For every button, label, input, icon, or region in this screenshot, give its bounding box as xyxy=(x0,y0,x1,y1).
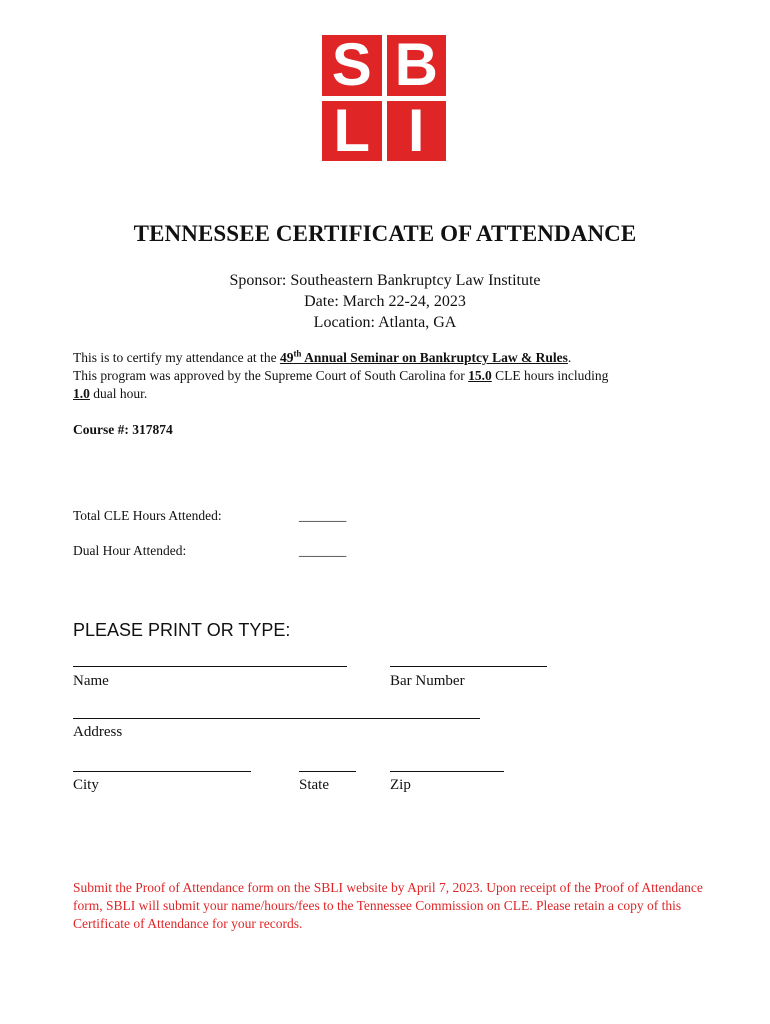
zip-field-line[interactable] xyxy=(390,771,504,772)
location-line: Location: Atlanta, GA xyxy=(313,314,457,331)
total-hours-row xyxy=(73,508,347,524)
zip-label: Zip xyxy=(390,777,411,793)
page-title: TENNESSEE CERTIFICATE OF ATTENDANCE xyxy=(133,221,637,246)
event-info xyxy=(0,270,770,333)
seminar-ordinal-suffix: th xyxy=(293,348,302,359)
cle-hours: 15.0 xyxy=(468,368,492,383)
state-label: State xyxy=(299,777,329,793)
seminar-ordinal: 49 xyxy=(279,350,294,365)
certify-prefix: This is to certify my attendance at the xyxy=(73,350,280,365)
approved-suffix: dual hour. xyxy=(89,386,148,401)
total-hours-blank[interactable]: _______ xyxy=(299,508,347,523)
logo-letter-i: I xyxy=(387,101,447,162)
total-hours-label: Total CLE Hours Attended: xyxy=(73,508,222,523)
approved-prefix: This program was approved by the Supreme Court of South Carolina for xyxy=(73,368,469,383)
dual-hours-row xyxy=(73,543,347,559)
city-label: City xyxy=(73,777,99,793)
name-field-line[interactable] xyxy=(73,666,347,667)
bar-number-field-line[interactable] xyxy=(390,666,547,667)
course-number: Course #: 317874 xyxy=(73,422,173,437)
logo-letter-l: L xyxy=(322,101,382,162)
bar-number-label: Bar Number xyxy=(390,673,465,689)
dual-hours-blank[interactable]: _______ xyxy=(299,543,347,558)
logo-letter-b: B xyxy=(387,35,447,96)
print-heading: PLEASE PRINT OR TYPE: xyxy=(73,620,291,640)
dual-hours-label: Dual Hour Attended: xyxy=(73,543,187,558)
date-line: Date: March 22-24, 2023 xyxy=(304,293,466,310)
certify-suffix: . xyxy=(567,350,572,365)
sbli-logo xyxy=(322,31,446,164)
sponsor-line: Sponsor: Southeastern Bankruptcy Law Institute xyxy=(229,272,541,289)
approved-mid: CLE hours including xyxy=(491,368,609,383)
certification-paragraph xyxy=(73,349,713,403)
dual-hours: 1.0 xyxy=(73,386,90,401)
logo-letter-s: S xyxy=(322,35,382,96)
submission-notice: Submit the Proof of Attendance form on the SBLI website by April 7, 2023. Upon receipt of the Proof of Attendance form, SBLI will submit your name/hours/fees to the Tennessee Commission on CLE. Please retain a copy of this Certificate of Attendance for your records. xyxy=(73,880,703,931)
seminar-name xyxy=(280,350,568,365)
city-field-line[interactable] xyxy=(73,771,251,772)
address-field-line[interactable] xyxy=(73,718,480,719)
name-label: Name xyxy=(73,673,109,689)
address-label: Address xyxy=(73,724,123,740)
seminar-title: Annual Seminar on Bankruptcy Law & Rules xyxy=(301,350,568,365)
state-field-line[interactable] xyxy=(299,771,356,772)
